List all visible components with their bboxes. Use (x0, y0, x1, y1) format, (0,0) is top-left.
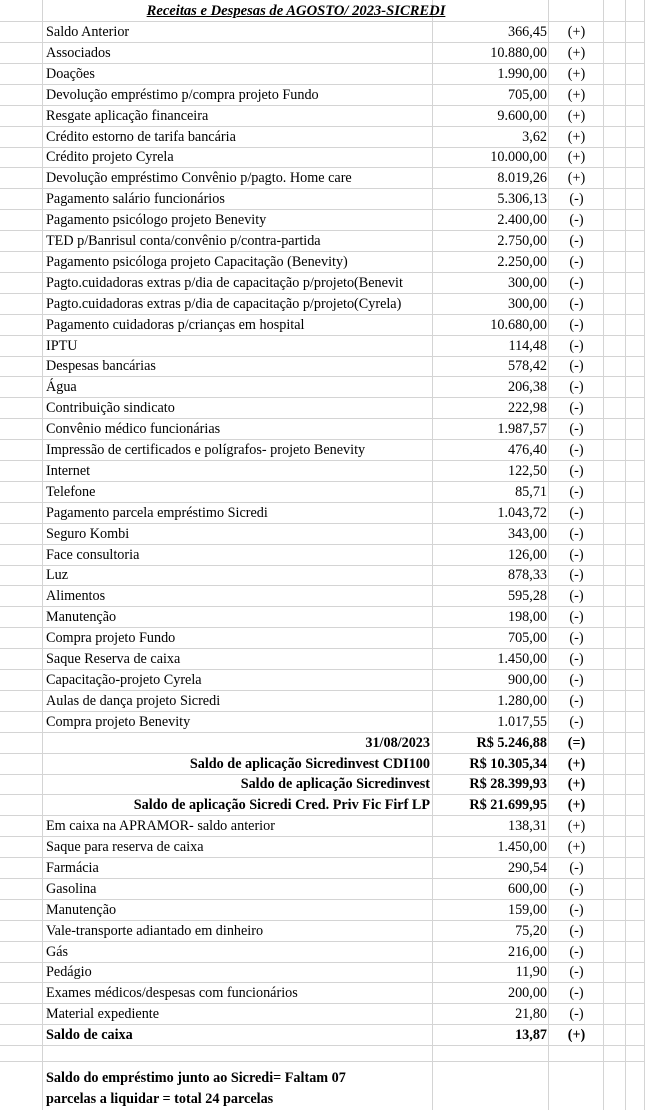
table-row[interactable] (0, 210, 645, 231)
table-row[interactable] (0, 252, 645, 273)
row-amount: 10.880,00 (490, 45, 547, 61)
table-row[interactable] (0, 586, 645, 607)
row-amount: 1.990,00 (497, 66, 547, 82)
row-amount: 705,00 (507, 87, 547, 103)
row-sign: (-) (569, 275, 584, 291)
row-sign: (+) (567, 24, 586, 40)
row-sign: (-) (569, 902, 584, 918)
row-label: Pagamento salário funcionários (46, 191, 225, 207)
row-sign: (-) (569, 672, 584, 688)
row-label: Gás (46, 944, 69, 960)
table-row[interactable] (0, 273, 645, 294)
row-label: Contribuição sindicato (46, 400, 175, 416)
row-amount: 2.250,00 (497, 254, 547, 270)
table-row[interactable] (0, 565, 645, 586)
row-sign: (-) (569, 338, 584, 354)
table-row[interactable] (0, 524, 645, 545)
table-row[interactable] (0, 377, 645, 398)
row-label: Devolução empréstimo p/compra projeto Fundo (46, 87, 319, 103)
row-amount: 206,38 (507, 379, 547, 395)
table-row[interactable] (0, 858, 645, 879)
row-label: Resgate aplicação financeira (46, 108, 209, 124)
row-label: Saldo de aplicação Sicredinvest (240, 776, 430, 792)
row-label: Saldo de caixa (46, 1027, 133, 1043)
row-sign: (-) (569, 212, 584, 228)
row-label: Crédito projeto Cyrela (46, 149, 174, 165)
row-amount: 878,33 (507, 567, 547, 583)
row-label: Saldo Anterior (46, 24, 130, 40)
row-amount: 85,71 (515, 484, 547, 500)
row-sign: (+) (567, 108, 586, 124)
table-row[interactable] (0, 315, 645, 336)
row-label: Farmácia (46, 860, 99, 876)
row-sign: (+) (567, 1027, 586, 1043)
row-sign: (-) (569, 985, 584, 1001)
row-label: Vale-transporte adiantado em dinheiro (46, 923, 264, 939)
row-label: Manutenção (46, 902, 117, 918)
row-label: 31/08/2023 (365, 735, 430, 751)
row-label: Gasolina (46, 881, 97, 897)
row-label: Material expediente (46, 1006, 160, 1022)
row-sign: (-) (569, 588, 584, 604)
row-label: Impressão de certificados e polígrafos- projeto Benevity (46, 442, 366, 458)
row-label: Pagamento cuidadoras p/crianças em hospital (46, 317, 305, 333)
row-sign: (-) (569, 651, 584, 667)
row-sign: (+) (567, 170, 586, 186)
row-label: Manutenção (46, 609, 117, 625)
row-sign: (-) (569, 567, 584, 583)
table-row[interactable] (0, 64, 645, 85)
table-row[interactable] (0, 85, 645, 106)
row-amount: 290,54 (507, 860, 547, 876)
table-row[interactable] (0, 147, 645, 168)
table-row[interactable] (0, 398, 645, 419)
row-amount: 8.019,26 (497, 170, 547, 186)
table-row[interactable] (0, 419, 645, 440)
row-amount: 343,00 (507, 526, 547, 542)
row-label: Pagamento parcela empréstimo Sicredi (46, 505, 268, 521)
row-amount: 11,90 (515, 964, 547, 980)
row-amount: 1.450,00 (497, 651, 547, 667)
row-amount: 1.017,55 (497, 714, 547, 730)
row-amount: 138,31 (507, 818, 547, 834)
table-row[interactable] (0, 670, 645, 691)
row-label: Aulas de dança projeto Sicredi (46, 693, 221, 709)
row-amount: 9.600,00 (497, 108, 547, 124)
table-row[interactable] (0, 356, 645, 377)
row-sign: (-) (569, 860, 584, 876)
row-label: Despesas bancárias (46, 358, 156, 374)
row-amount: 300,00 (507, 296, 547, 312)
row-amount: 900,00 (507, 672, 547, 688)
row-sign: (=) (567, 735, 586, 751)
row-sign: (-) (569, 526, 584, 542)
row-label: Exames médicos/despesas com funcionários (46, 985, 298, 1001)
row-amount: 1.450,00 (497, 839, 547, 855)
table-row[interactable] (0, 921, 645, 942)
table-row[interactable] (0, 503, 645, 524)
row-amount: 476,40 (507, 442, 547, 458)
row-amount: 198,00 (507, 609, 547, 625)
title-row (0, 0, 645, 22)
row-sign: (-) (569, 944, 584, 960)
table-row[interactable] (0, 1004, 645, 1025)
row-sign: (+) (567, 776, 586, 792)
row-sign: (-) (569, 1006, 584, 1022)
table-row[interactable] (0, 879, 645, 900)
row-sign: (-) (569, 233, 584, 249)
row-sign: (-) (569, 421, 584, 437)
row-sign: (-) (569, 317, 584, 333)
row-amount: 366,45 (507, 24, 547, 40)
row-label: Pagto.cuidadoras extras p/dia de capacitação p/projeto(Cyrela) (46, 296, 402, 312)
row-label: Crédito estorno de tarifa bancária (46, 129, 236, 145)
row-sign: (+) (567, 45, 586, 61)
table-row[interactable] (0, 962, 645, 983)
row-sign: (-) (569, 463, 584, 479)
row-sign: (-) (569, 379, 584, 395)
row-amount: 1.280,00 (497, 693, 547, 709)
row-sign: (-) (569, 881, 584, 897)
row-label: Seguro Kombi (46, 526, 130, 542)
table-row[interactable] (0, 189, 645, 210)
table-row[interactable] (0, 733, 645, 754)
table-row[interactable] (0, 168, 645, 189)
row-amount: R$ 10.305,34 (469, 756, 547, 772)
row-sign: (+) (567, 149, 586, 165)
row-amount: 122,50 (507, 463, 547, 479)
table-row[interactable] (0, 231, 645, 252)
row-label: Doações (46, 66, 95, 82)
table-row[interactable] (0, 43, 645, 64)
row-label: Água (46, 379, 77, 395)
row-amount: R$ 21.699,95 (469, 797, 547, 813)
row-amount: 5.306,13 (497, 191, 547, 207)
row-sign: (-) (569, 505, 584, 521)
table-row[interactable] (0, 106, 645, 127)
table-row[interactable] (0, 461, 645, 482)
table-row[interactable] (0, 795, 645, 816)
table-row[interactable] (0, 294, 645, 315)
table-row[interactable] (0, 649, 645, 670)
row-sign: (-) (569, 693, 584, 709)
table-row[interactable] (0, 440, 645, 461)
row-sign: (-) (569, 442, 584, 458)
row-sign: (+) (567, 797, 586, 813)
row-sign: (-) (569, 714, 584, 730)
table-row[interactable] (0, 545, 645, 566)
row-amount: 578,42 (507, 358, 547, 374)
row-label: Compra projeto Fundo (46, 630, 176, 646)
table-row[interactable] (0, 628, 645, 649)
row-label: Saque para reserva de caixa (46, 839, 204, 855)
sheet-title: Receitas e Despesas de AGOSTO/ 2023-SICREDI (146, 3, 446, 19)
row-amount: 200,00 (507, 985, 547, 1001)
row-amount: 159,00 (507, 902, 547, 918)
row-sign: (-) (569, 400, 584, 416)
table-row[interactable] (0, 336, 645, 357)
row-amount: 2.750,00 (497, 233, 547, 249)
loan-note: Saldo do empréstimo junto ao Sicredi= Faltam 07 parcelas a liquidar = total 24 parcelas (46, 1070, 346, 1107)
row-sign: (+) (567, 129, 586, 145)
table-row[interactable] (0, 942, 645, 963)
row-amount: 300,00 (507, 275, 547, 291)
row-amount: 1.987,57 (497, 421, 547, 437)
row-label: Convênio médico funcionárias (46, 421, 221, 437)
row-sign: (-) (569, 964, 584, 980)
row-sign: (+) (567, 87, 586, 103)
row-sign: (+) (567, 66, 586, 82)
row-label: Luz (46, 567, 69, 583)
row-amount: R$ 28.399,93 (469, 776, 547, 792)
row-sign: (-) (569, 630, 584, 646)
row-sign: (-) (569, 609, 584, 625)
row-amount: 600,00 (507, 881, 547, 897)
row-amount: 75,20 (515, 923, 547, 939)
row-label: Face consultoria (46, 547, 140, 563)
table-row[interactable] (0, 127, 645, 148)
grid-line (0, 1061, 645, 1062)
grid-line (0, 1045, 645, 1046)
row-sign: (-) (569, 296, 584, 312)
row-label: Em caixa na APRAMOR- saldo anterior (46, 818, 275, 834)
table-row[interactable] (0, 22, 645, 43)
row-sign: (-) (569, 358, 584, 374)
row-label: Telefone (46, 484, 96, 500)
row-sign: (-) (569, 547, 584, 563)
row-amount: 21,80 (515, 1006, 547, 1022)
row-amount: 13,87 (515, 1027, 547, 1043)
row-label: Capacitação-projeto Cyrela (46, 672, 202, 688)
row-amount: 10.680,00 (490, 317, 547, 333)
table-row[interactable] (0, 754, 645, 775)
row-amount: 114,48 (508, 338, 547, 354)
row-sign: (+) (567, 839, 586, 855)
row-label: Saque Reserva de caixa (46, 651, 181, 667)
table-row[interactable] (0, 712, 645, 733)
row-label: Devolução empréstimo Convênio p/pagto. Home care (46, 170, 352, 186)
row-label: Compra projeto Benevity (46, 714, 191, 730)
row-amount: 595,28 (507, 588, 547, 604)
row-label: Pagamento psicóloga projeto Capacitação (Benevity) (46, 254, 348, 270)
row-label: Alimentos (46, 588, 106, 604)
row-label: TED p/Banrisul conta/convênio p/contra-partida (46, 233, 321, 249)
table-row[interactable] (0, 774, 645, 795)
row-amount: 126,00 (507, 547, 547, 563)
row-sign: (-) (569, 923, 584, 939)
row-sign: (+) (567, 756, 586, 772)
row-amount: R$ 5.246,88 (476, 735, 547, 751)
row-label: Saldo de aplicação Sicredinvest CDI100 (189, 756, 430, 772)
row-amount: 10.000,00 (490, 149, 547, 165)
table-row[interactable] (0, 482, 645, 503)
row-amount: 1.043,72 (497, 505, 547, 521)
row-amount: 3,62 (522, 129, 547, 145)
row-label: Associados (46, 45, 111, 61)
table-row[interactable] (0, 816, 645, 837)
row-label: Pedágio (46, 964, 92, 980)
table-row[interactable] (0, 691, 645, 712)
row-sign: (-) (569, 191, 584, 207)
row-label: Pagamento psicólogo projeto Benevity (46, 212, 267, 228)
row-label: Internet (46, 463, 91, 479)
row-amount: 216,00 (507, 944, 547, 960)
table-row[interactable] (0, 1025, 645, 1046)
row-amount: 2.400,00 (497, 212, 547, 228)
row-sign: (-) (569, 254, 584, 270)
table-row[interactable] (0, 983, 645, 1004)
table-row[interactable] (0, 900, 645, 921)
row-amount: 222,98 (507, 400, 547, 416)
table-row[interactable] (0, 607, 645, 628)
row-label: IPTU (46, 338, 78, 354)
row-amount: 705,00 (507, 630, 547, 646)
row-label: Saldo de aplicação Sicredi Cred. Priv Fic Firf LP (133, 797, 430, 813)
table-row[interactable] (0, 837, 645, 858)
row-label: Pagto.cuidadoras extras p/dia de capacitação p/projeto(Benevit (46, 275, 403, 291)
row-sign: (-) (569, 484, 584, 500)
row-sign: (+) (567, 818, 586, 834)
